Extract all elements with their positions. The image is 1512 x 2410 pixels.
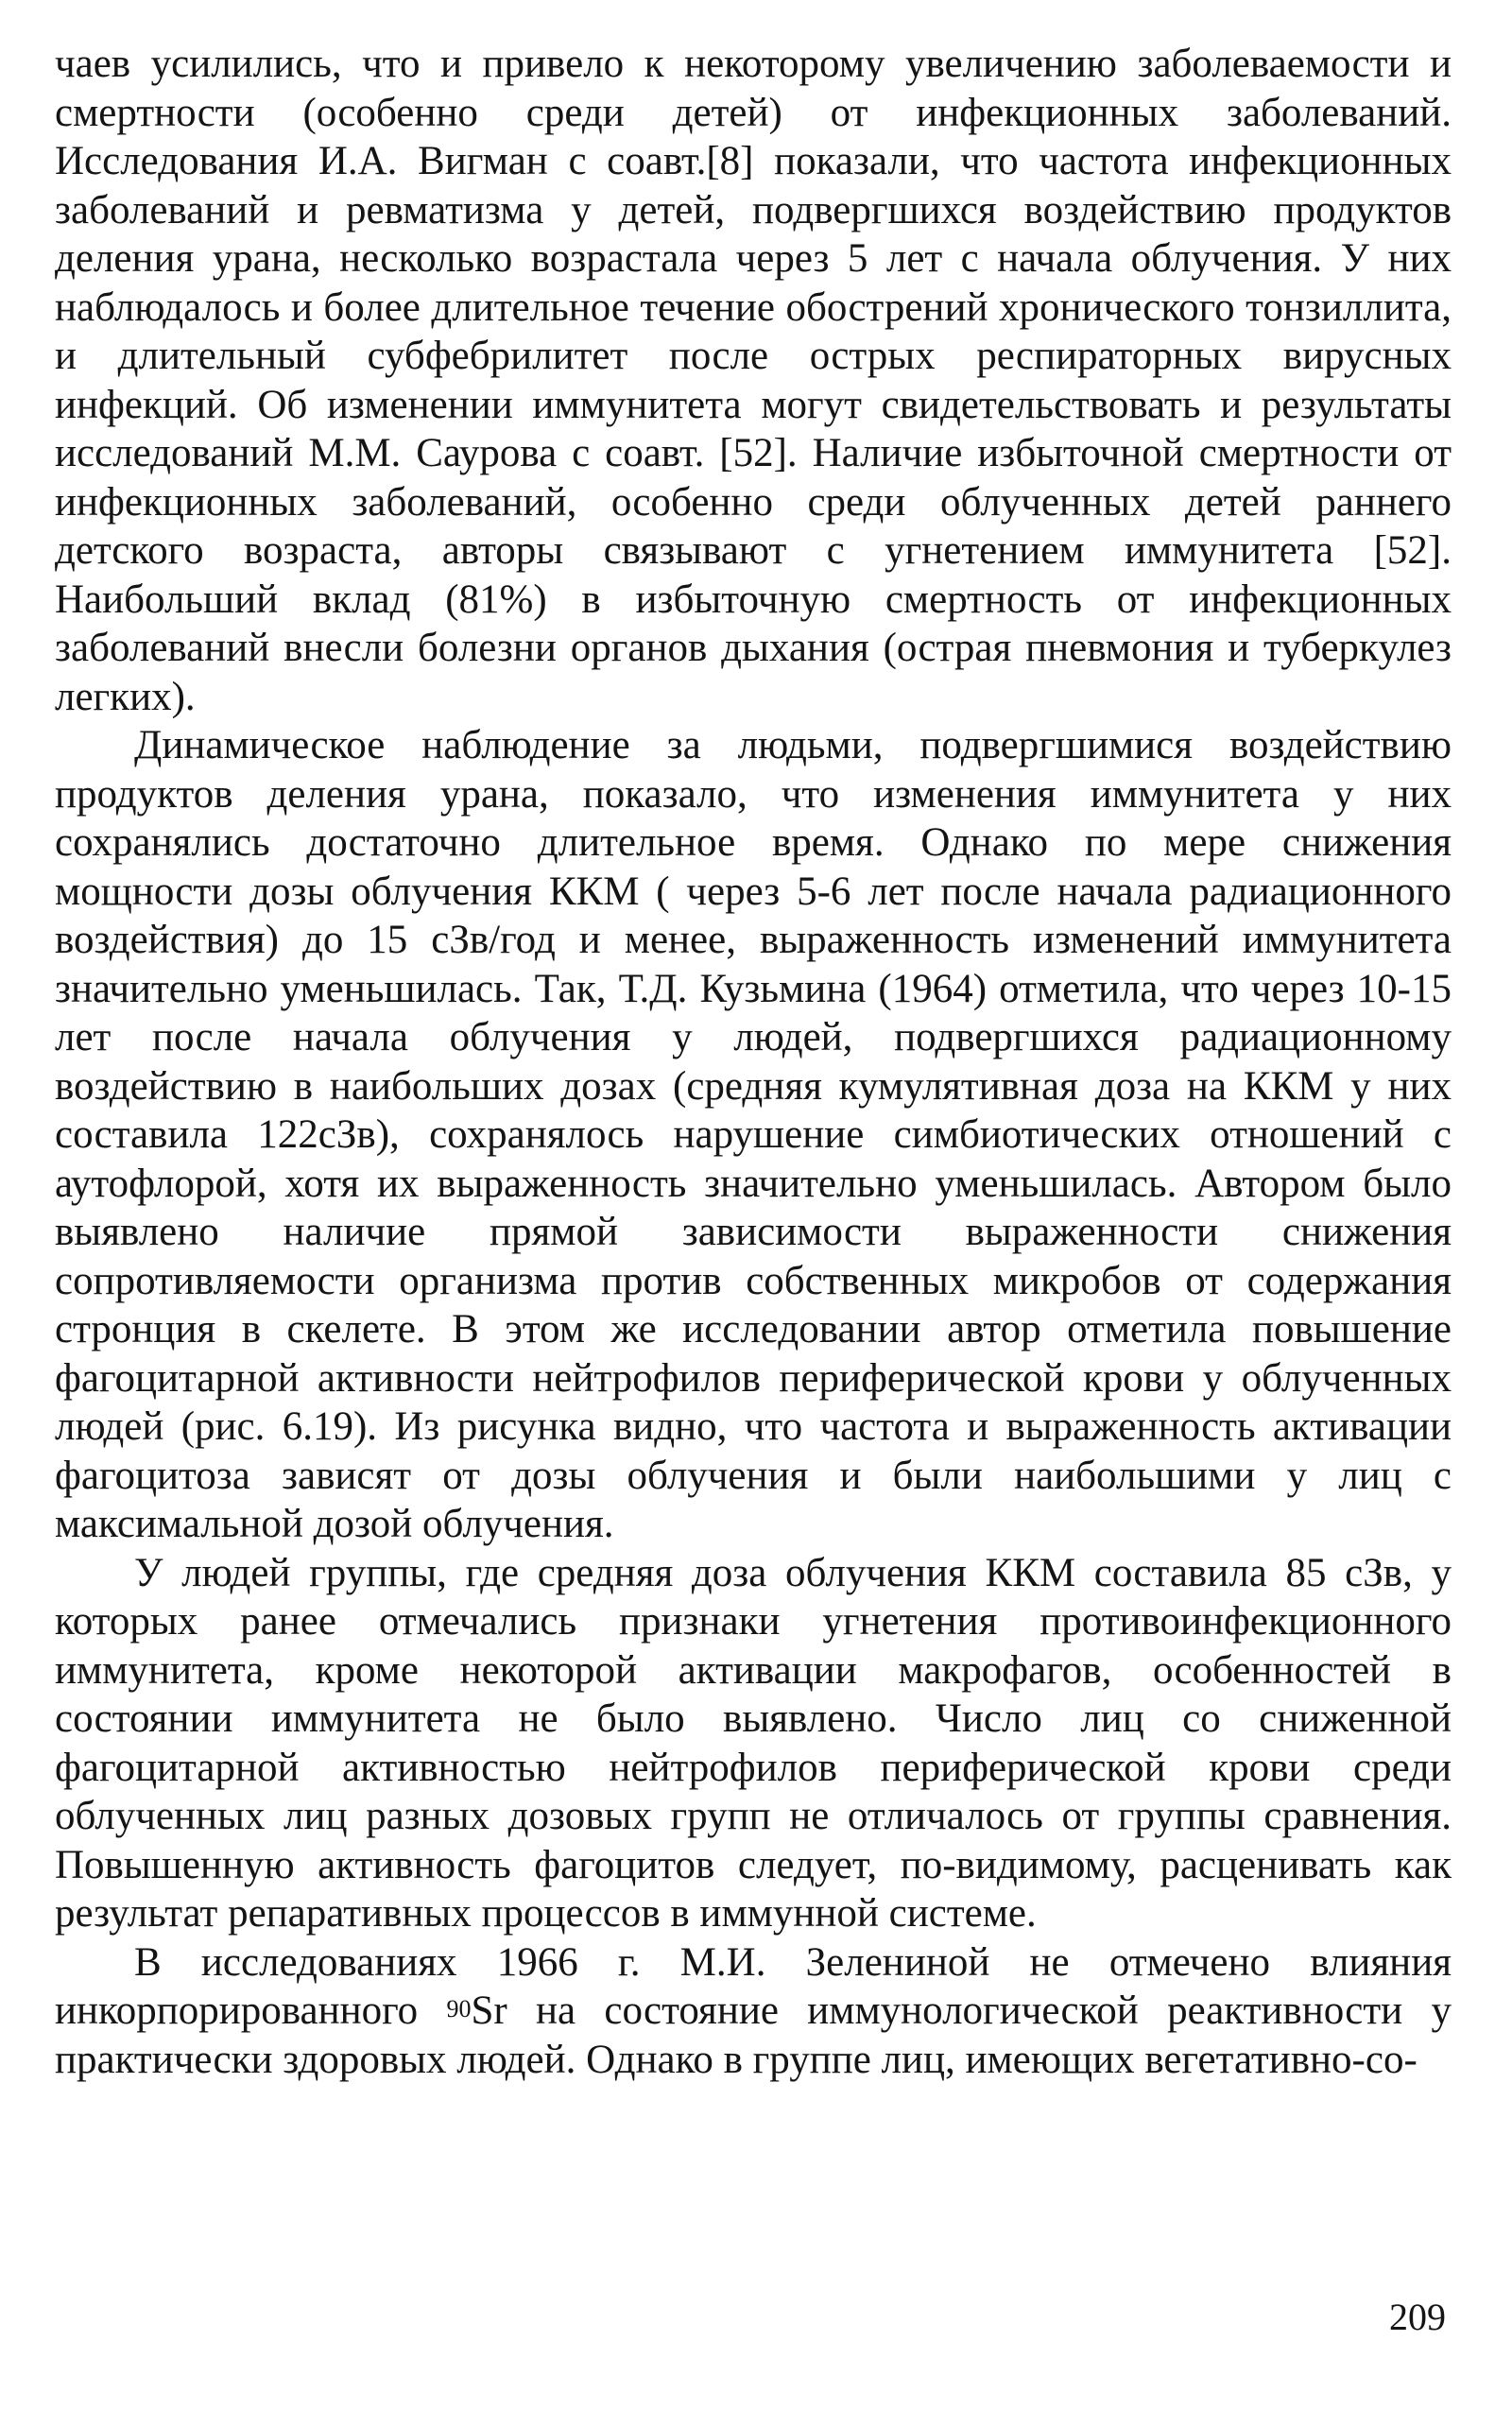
paragraph-2: Динамическое наблюдение за людьми, подвергшимися воздействию продуктов деления урана, показало, что изменения иммунитета у них сохранялись достаточно длительное время. Однако по мере снижения мощности дозы облучения ККМ ( через 5-6 лет после начала радиационного воздействия) до 15 сЗв/год и менее, выраженность изменений иммунитета значительно уменьшилась. Так, Т.Д. Кузьмина (1964) отметила, что через 10-15 лет после начала облучения у людей, подвергшихся радиационному воздействию в наибольших дозах (средняя кумулятивная доза на ККМ у них составила 122сЗв), сохранялось нарушение симбиотических отношений с аутофлорой, хотя их выраженность значительно уменьшилась. Автором было выявлено наличие прямой зависимости выраженности снижения сопротивляемости организма против собственных микробов от содержания стронция в скелете. В этом же исследовании автор отметила повышение фагоцитарной активности нейтрофилов периферической крови у облученных людей (рис. 6.19). Из рисунка видно, что частота и выраженность активации фагоцитоза зависят от дозы облучения и были наибольшими у лиц с максимальной дозой облучения. bbox=[55, 723, 1452, 1546]
paragraph-4-text-before: В исследованиях 1966 г. М.И. Зелениной не отмечено влияния инкорпорированного bbox=[55, 1939, 1452, 2033]
isotope-mass-number: 90 bbox=[446, 1995, 472, 2023]
body-text bbox=[55, 40, 1452, 2084]
paragraph-4 bbox=[55, 1938, 1452, 2085]
page-number: 209 bbox=[1389, 2296, 1446, 2338]
paragraph-4-text-after: Sr на состояние иммунологической реактивности у практически здоровых людей. Однако в группе лиц, имеющих вегетативно-со- bbox=[55, 1988, 1452, 2082]
paragraph-3: У людей группы, где средняя доза облучения ККМ составила 85 сЗв, у которых ранее отмечались признаки угнетения противоинфекционного иммунитета, кроме некоторой активации макрофагов, особенностей в состоянии иммунитета не было выявлено. Число лиц со сниженной фагоцитарной активностью нейтрофилов периферической крови среди облученных лиц разных дозовых групп не отличалось от группы сравнения. Повышенную активность фагоцитов следует, по-видимому, расценивать как результат репаративных процессов в иммунной системе. bbox=[55, 1550, 1452, 1936]
paragraph-1: чаев усилились, что и привело к некоторому увеличению заболеваемости и смертности (особенно среди детей) от инфекционных заболеваний. Исследования И.А. Вигман с соавт.[8] показали, что частота инфекционных заболеваний и ревматизма у детей, подвергшихся воздействию продуктов деления урана, несколько возрастала через 5 лет с начала облучения. У них наблюдалось и более длительное течение обострений хронического тонзиллита, и длительный субфебрилитет после острых респираторных вирусных инфекций. Об изменении иммунитета могут свидетельствовать и результаты исследований М.М. Саурова с соавт. [52]. Наличие избыточной смертности от инфекционных заболеваний, особенно среди облученных детей раннего детского возраста, авторы связывают с угнетением иммунитета [52]. Наибольший вклад (81%) в избыточную смертность от инфекционных заболеваний внесли болезни органов дыхания (острая пневмония и туберкулез легких). bbox=[55, 42, 1452, 719]
